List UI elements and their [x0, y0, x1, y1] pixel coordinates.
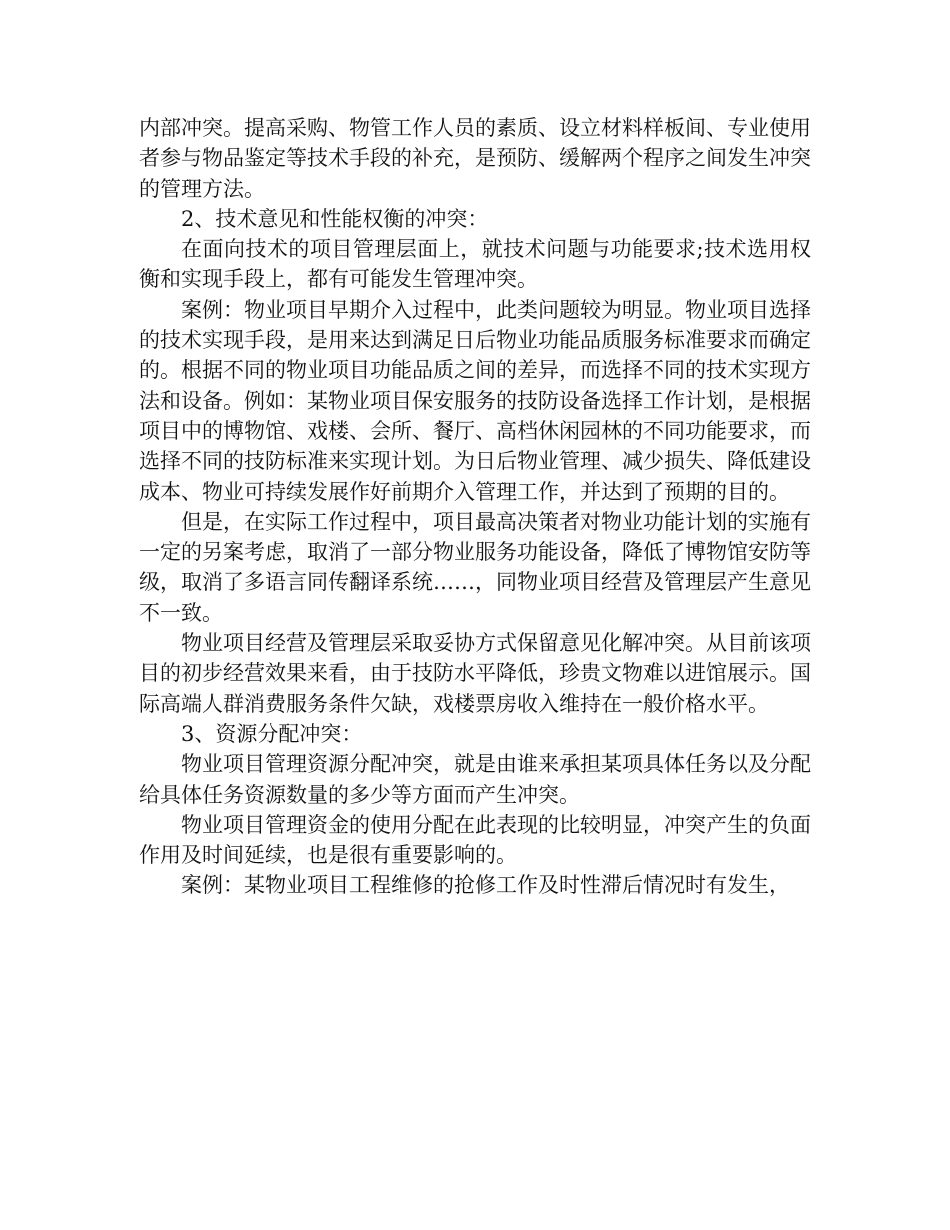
section-heading-3: 3、资源分配冲突：	[181, 721, 363, 746]
case-paragraph-1: 案例：物业项目早期介入过程中，此类问题较为明显。物业项目选择的技术实现手段，是用来达到满足日后物业功能品质服务标准要求而确定的。根据不同的物业项目功能品质之间的差异，而选择不同的技术实现方法和设备。例如：某物业项目保安服务的技防设备选择工作计划，是根据项目中的博物馆、戏楼、会所、餐厅、高档休闲园林的不同功能要求，而选择不同的技防标准来实现计划。为日后物业管理、减少损失、降低建设成本、物业可持续发展作好前期介入管理工作，并达到了预期的目的。	[139, 297, 811, 504]
paragraph-9: 物业项目管理资金的使用分配在此表现的比较明显，冲突产生的负面作用及时间延续，也是很有重要影响的。	[139, 812, 811, 868]
paragraph-3: 在面向技术的项目管理层面上，就技术问题与功能要求;技术选用权衡和实现手段上，都有可能发生管理冲突。	[139, 237, 811, 292]
paragraph-8: 物业项目管理资源分配冲突，就是由谁来承担某项具体任务以及分配给具体任务资源数量的多少等方面而产生冲突。	[139, 752, 811, 807]
case-paragraph-2: 案例：某物业项目工程维修的抢修工作及时性滞后情况时有发生，	[181, 873, 790, 898]
section-heading-2: 2、技术意见和性能权衡的冲突：	[181, 206, 489, 231]
paragraph-5: 但是，在实际工作过程中，项目最高决策者对物业功能计划的实施有一定的另案考虑，取消了一部分物业服务功能设备，降低了博物馆安防等级，取消了多语言同传翻译系统……，同物业项目经营及管理层产生意见不一致。	[139, 509, 811, 625]
paragraph-6: 物业项目经营及管理层采取妥协方式保留意见化解冲突。从目前该项目的初步经营效果来看，由于技防水平降低，珍贵文物难以进馆展示。国际高端人群消费服务条件欠缺，戏楼票房收入维持在一般价格水平。	[139, 631, 811, 716]
paragraph-1: 内部冲突。提高采购、物管工作人员的素质、设立材料样板间、专业使用者参与物品鉴定等技术手段的补充，是预防、缓解两个程序之间发生冲突的管理方法。	[139, 116, 811, 201]
document-body	[139, 113, 811, 901]
